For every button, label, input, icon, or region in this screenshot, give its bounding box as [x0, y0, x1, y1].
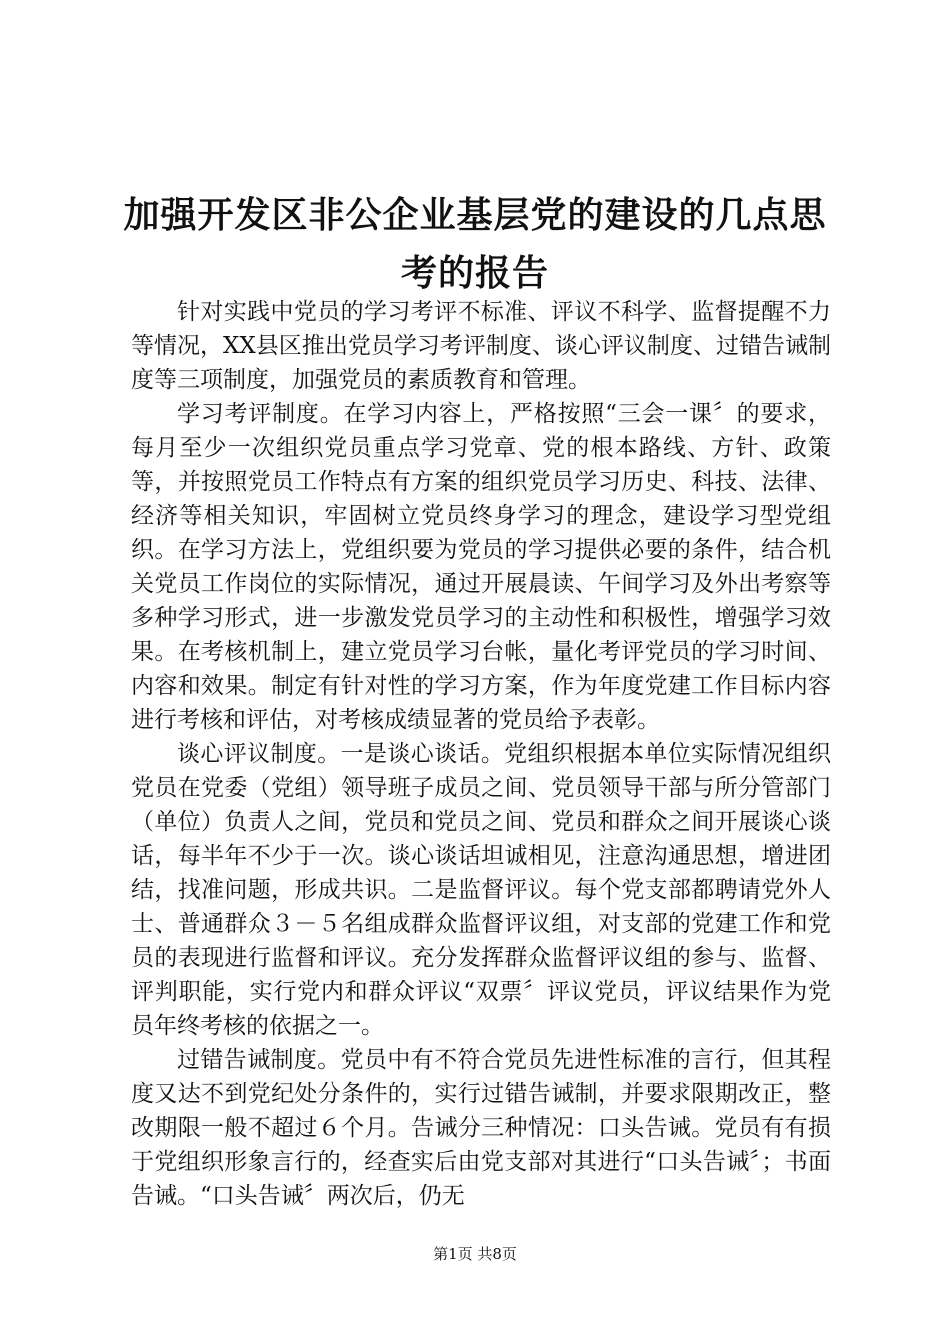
page-number: 第1页 共8页 — [433, 1245, 517, 1263]
paragraph-fault-warning: 过错告诫制度。党员中有不符合党员先进性标准的言行，但其程度又达不到党纪处分条件的，实行过错告诫制，并要求限期改正，整改期限一般不超过６个月。告诫分三种情况：口头告诫。党员有有损于党组织形象言行的，经查实后由党支部对其进行“口头告诫〞；书面告诫。“口头告诫〞两次后，仍无 — [131, 1047, 831, 1209]
paragraph-study-assessment: 学习考评制度。在学习内容上，严格按照“三会一课〞的要求，每月至少一次组织党员重点学习党章、党的根本路线、方针、政策等，并按照党员工作特点有方案的组织党员学习历史、科技、法律、经济等相关知识，牢固树立党员终身学习的理念，建设学习型党组织。在学习方法上，党组织要为党员的学习提供必要的条件，结合机关党员工作岗位的实际情况，通过开展晨读、午间学习及外出考察等多种学习形式，进一步激发党员学习的主动性和积极性，增强学习效果。在考核机制上，建立党员学习台帐，量化考评党员的学习时间、内容和效果。制定有针对性的学习方案，作为年度党建工作目标内容进行考核和评估，对考核成绩显著的党员给予表彰。 — [131, 401, 831, 733]
document-title: 加强开发区非公企业基层党的建设的几点思考的报告 — [123, 194, 827, 294]
paragraph-heart-talk-review: 谈心评议制度。一是谈心谈话。党组织根据本单位实际情况组织党员在党委（党组）领导班子成员之间、党员领导干部与所分管部门（单位）负责人之间，党员和党员之间、党员和群众之间开展谈心谈话，每半年不少于一次。谈心谈话坦诚相见，注意沟通思想，增进团结，找准问题，形成共识。二是监督评议。每个党支部都聘请党外人士、普通群众３－５名组成群众监督评议组，对支部的党建工作和党员的表现进行监督和评议。充分发挥群众监督评议组的参与、监督、评判职能，实行党内和群众评议“双票〞评议党员，评议结果作为党员年终考核的依据之一。 — [131, 741, 831, 1039]
paragraph-intro: 针对实践中党员的学习考评不标准、评议不科学、监督提醒不力等情况，XX县区推出党员学习考评制度、谈心评议制度、过错告诫制度等三项制度，加强党员的素质教育和管理。 — [131, 299, 831, 393]
document-body — [131, 295, 831, 1213]
